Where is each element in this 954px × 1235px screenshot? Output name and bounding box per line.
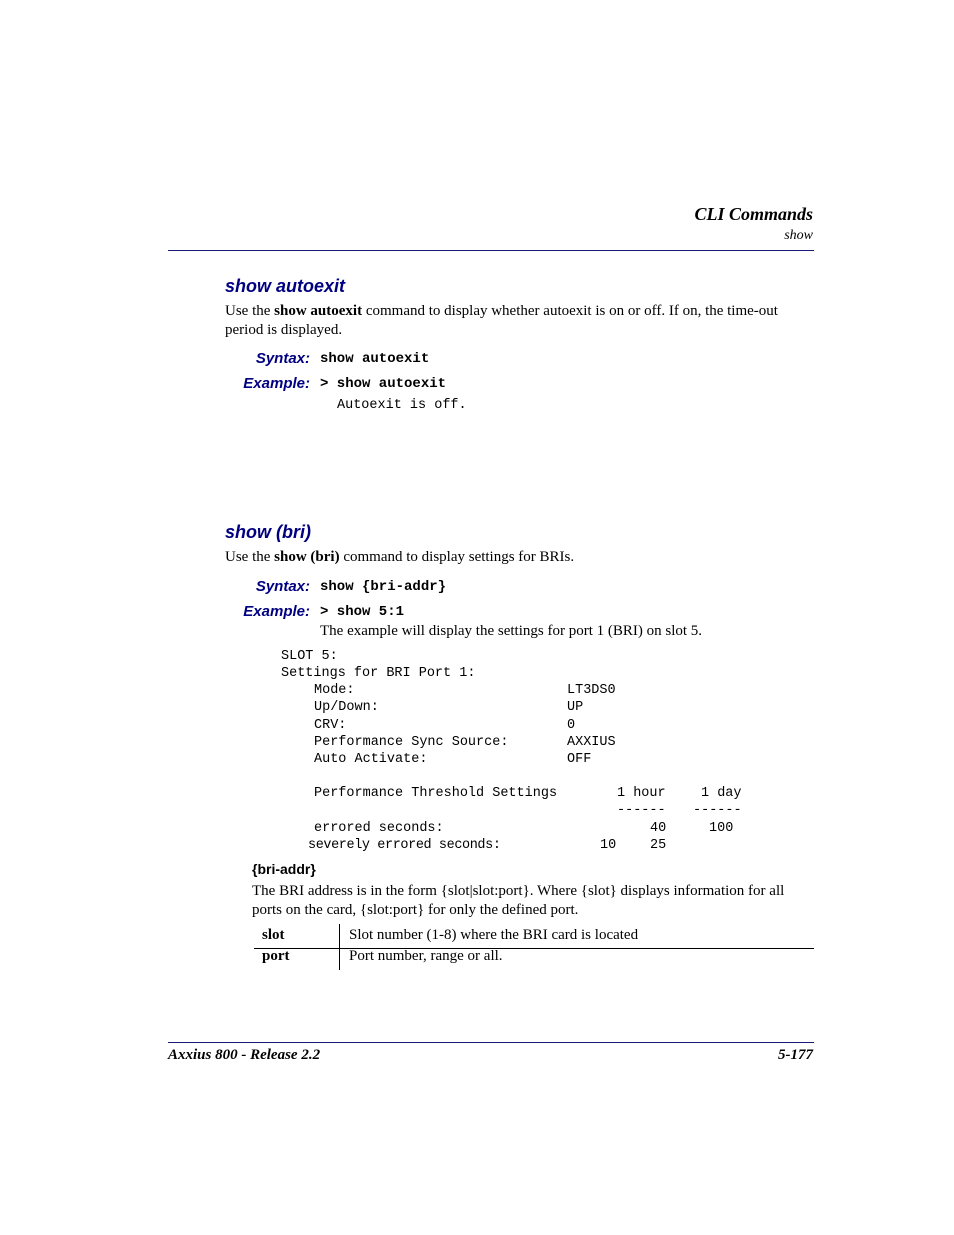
output-mode-value: LT3DS0 (567, 683, 616, 698)
output-col-hour: 1 hour (617, 786, 666, 801)
syntax-command: show {bri-addr} (320, 579, 447, 595)
output-ses-label: severely errored seconds: (308, 838, 501, 853)
example-command: > show autoexit (320, 376, 447, 392)
table-cell-value: Port number, range or all. (349, 948, 503, 964)
parameter-description: The BRI address is in the form {slot|slot:port}. Where {slot} displays information for all ports on the card, {slot:port} for only the defined port. (252, 883, 785, 918)
output-es-label: errored seconds: (314, 821, 444, 836)
output-es-hour: 40 (650, 821, 667, 836)
running-header-title: CLI Commands (694, 204, 813, 224)
footer-rule (168, 1042, 814, 1043)
output-dash-day: ------ (693, 803, 742, 818)
output-auto-value: OFF (567, 752, 592, 767)
section-title-show-autoexit: show autoexit (225, 276, 346, 296)
footer-release: Axxius 800 - Release 2.2 (168, 1047, 321, 1063)
output-sync-label: Performance Sync Source: (314, 735, 509, 750)
command-name: show (bri) (274, 549, 340, 565)
output-crv-value: 0 (567, 718, 576, 733)
output-ses-hour: 10 (600, 838, 617, 853)
intro-text: Use the (225, 303, 275, 319)
output-es-day: 100 (709, 821, 734, 836)
footer-page-number: 5-177 (778, 1047, 813, 1063)
intro-text: command to display settings for BRIs. (339, 549, 575, 565)
command-name: show autoexit (274, 303, 363, 319)
parameter-name: {bri-addr} (252, 861, 316, 877)
output-settings-heading: Settings for BRI Port 1: (281, 666, 476, 681)
example-command: > show 5:1 (320, 604, 405, 620)
example-label: Example: (243, 603, 310, 620)
table-cell-key: port (262, 948, 290, 964)
output-sync-value: AXXIUS (567, 735, 616, 750)
output-updown-value: UP (567, 700, 584, 715)
output-mode-label: Mode: (314, 683, 355, 698)
output-col-day: 1 day (701, 786, 742, 801)
output-updown-label: Up/Down: (314, 700, 379, 715)
output-slot: SLOT 5: (281, 649, 338, 664)
parameter-table (254, 924, 814, 970)
header-rule (168, 250, 814, 251)
section-title-show-bri: show (bri) (225, 522, 311, 542)
syntax-command: show autoexit (320, 351, 430, 367)
example-label: Example: (243, 375, 310, 392)
intro-text: Use the (225, 549, 275, 565)
syntax-label: Syntax: (255, 350, 310, 367)
running-header-subtitle: show (784, 228, 813, 243)
table-cell-value: Slot number (1-8) where the BRI card is located (349, 927, 639, 943)
output-ses-day: 25 (650, 838, 667, 853)
example-output: Autoexit is off. (337, 398, 467, 413)
output-threshold-label: Performance Threshold Settings (314, 786, 558, 801)
table-row-divider (254, 948, 814, 949)
output-crv-label: CRV: (314, 718, 347, 733)
output-dash-hour: ------ (617, 803, 666, 818)
intro-text: command to display whether autoexit is on or off. If on, the time-out period is displayed. (225, 303, 778, 338)
table-column-divider (339, 924, 340, 970)
section1-intro (225, 302, 815, 340)
output-auto-label: Auto Activate: (314, 752, 428, 767)
syntax-label: Syntax: (255, 578, 310, 595)
table-cell-key: slot (262, 927, 285, 943)
section2-intro (225, 548, 815, 567)
example-description: The example will display the settings for port 1 (BRI) on slot 5. (320, 623, 703, 639)
